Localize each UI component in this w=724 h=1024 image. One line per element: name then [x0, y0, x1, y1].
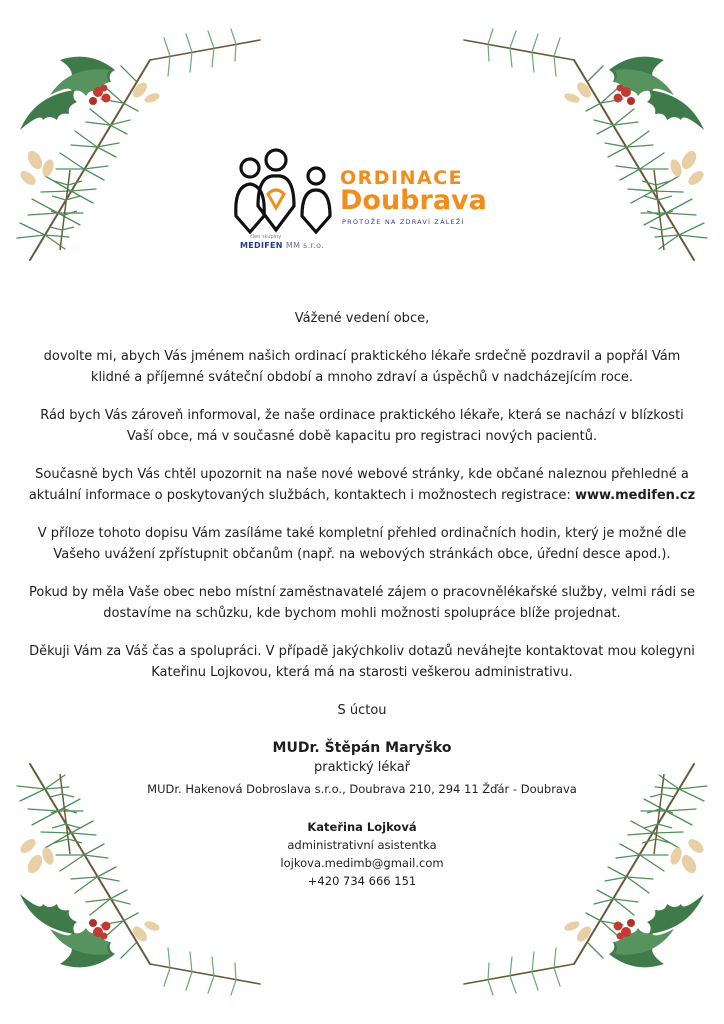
paragraph-attachment: V příloze tohoto dopisu Vám zasíláme také kompletní přehled ordinačních hodin, který je možné dle Vašeho uvážení zpřístupnit občanům (např. na webových stránkách obce, úřední desce apod.). — [37, 526, 687, 562]
paragraph-capacity: Rád bych Vás zároveň informoval, že naše ordinace praktického lékaře, která se nachází v blízkosti Vaší obce, má v současné době kapacitu pro registraci nových pacientů. — [40, 408, 684, 444]
partner-suffix: MM s.r.o. — [285, 241, 325, 250]
website-link[interactable]: www.medifen.cz — [574, 488, 696, 503]
logo-title: ORDINACE — [340, 167, 464, 189]
paragraph-thanks: Děkuji Vám za Váš čas a spolupráci. V případě jakýchkoliv dotazů neváhejte kontaktovat mou kolegyni Kateřinu Lojkovou, která má na starosti veškerou administrativu. — [29, 644, 695, 680]
family-pin-icon — [228, 146, 340, 236]
signature-role: praktický lékař — [313, 760, 411, 775]
logo-tagline: PROTOŽE NA ZDRAVÍ ZÁLEŽÍ — [342, 218, 465, 226]
paragraph-occupational: Pokud by měla Vaše obec nebo místní zaměstnavatelé zájem o pracovnělékařské služby, velmi rádi se dostavíme na schůzku, kde bychom mohli možnosti spolupráce blíže projednat. — [28, 585, 695, 621]
assistant-role: administrativní asistentka — [287, 838, 437, 852]
paragraph-wishes: dovolte mi, abych Vás jménem našich ordinací praktického lékaře srdečně pozdravil a popřál Vám klidné a příjemné sváteční období a mnoho zdraví a úspěchů v nadcházejícím roce. — [43, 349, 681, 385]
assistant-phone[interactable]: +420 734 666 151 — [307, 874, 417, 888]
website-text: Současně bych Vás chtěl upozornit na naše nové webové stránky, kde občané naleznou přehledné a aktuální informace o poskytovaných službách, kontaktech i možnostech registrace: — [28, 467, 689, 503]
signature-company: MUDr. Hakenová Dobroslava s.r.o., Doubrava 210, 294 11 Žďár - Doubrava — [147, 782, 577, 796]
paragraph-website — [28, 464, 696, 506]
signature-name: MUDr. Štěpán Maryško — [272, 740, 452, 756]
assistant-block — [28, 818, 696, 890]
closing: S úctou — [337, 703, 387, 718]
letter-body — [28, 308, 696, 890]
clinic-logo — [228, 146, 508, 258]
partner-label: člen skupiny — [250, 234, 282, 240]
partner-brand: MEDIFEN — [240, 241, 283, 250]
greeting: Vážené vedení obce, — [294, 311, 430, 326]
partner-name — [240, 241, 324, 250]
assistant-email[interactable]: lojkova.medimb@gmail.com — [280, 856, 444, 870]
assistant-name: Kateřina Lojková — [307, 820, 417, 834]
logo-name: Doubrava — [340, 185, 487, 216]
